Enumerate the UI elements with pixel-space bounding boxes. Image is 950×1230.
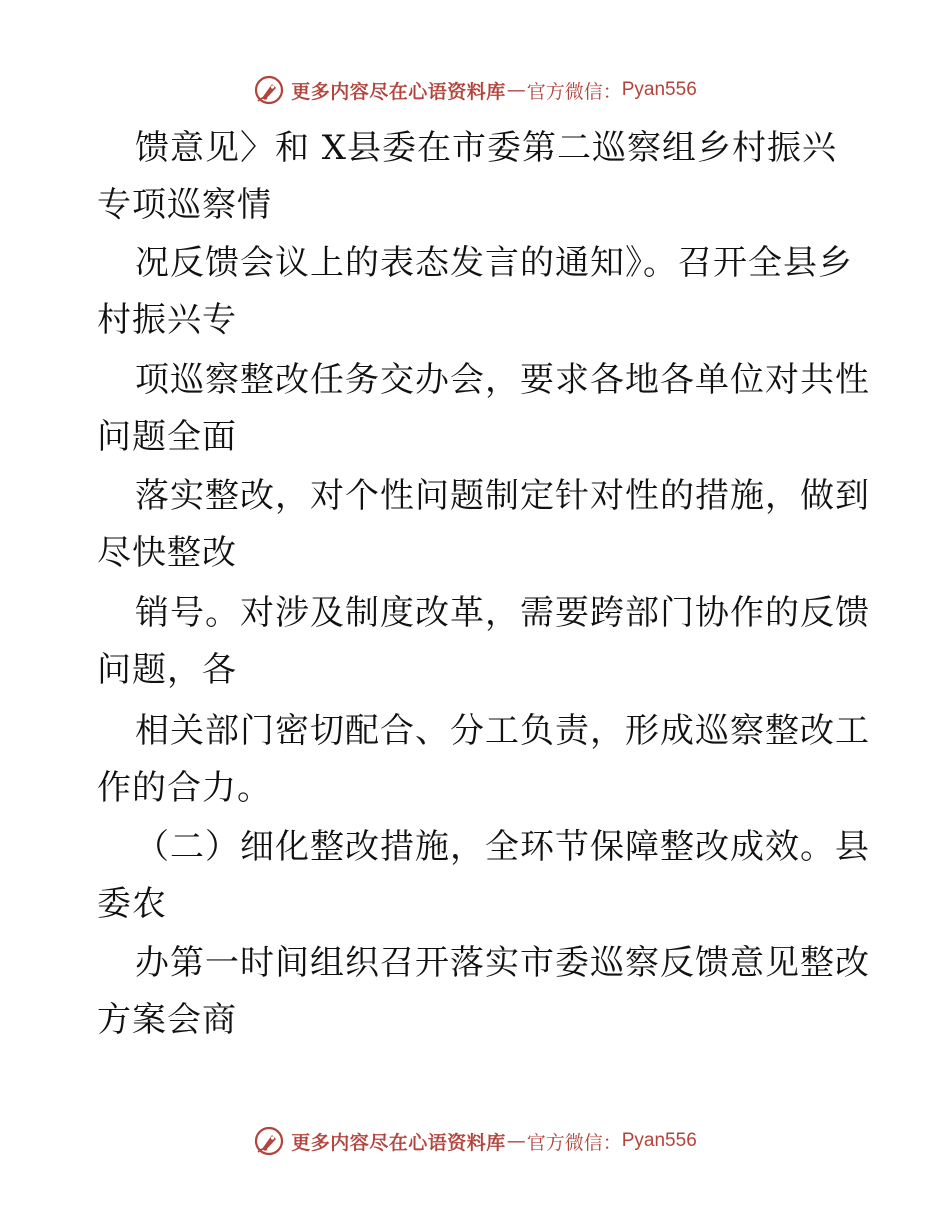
text-line: 销号。对涉及制度改革，需要跨部门协作的反馈 [135,593,870,633]
text-line: 办第一时间组织召开落实市委巡察反馈意见整改 [135,943,870,983]
banner-wechat-label: 官方微信： [526,80,622,103]
text-line: 村振兴专 [97,300,237,340]
text-line: 作的合力。 [97,768,272,808]
header-banner [0,70,950,110]
text-line: 馈意见〉和 X县委在市委第二巡察组乡村振兴 [135,128,838,168]
text-line: 况反馈会议上的表态发言的通知》。召开全县乡 [135,243,853,283]
text-line: 问题全面 [97,417,237,457]
text-line: 方案会商 [97,1000,237,1040]
banner-separator: — [506,79,526,101]
pen-nib-logo-icon [253,74,285,106]
banner-separator: — [506,1130,526,1152]
text-line: 委农 [97,884,167,924]
banner-wechat-label: 官方微信： [526,1131,622,1154]
footer-banner [0,1121,950,1161]
text-line: 落实整改，对个性问题制定针对性的措施，做到 [135,476,870,516]
banner-title: 更多内容尽在心语资料库 [291,80,506,103]
banner-wechat-id: Pyan556 [621,1130,697,1151]
banner-title: 更多内容尽在心语资料库 [291,1131,506,1154]
text-line: 尽快整改 [97,533,237,573]
text-line: 相关部门密切配合、分工负责，形成巡察整改工 [135,711,870,751]
text-line: 项巡察整改任务交办会，要求各地各单位对共性 [135,360,870,400]
text-line: （二）细化整改措施，全环节保障整改成效。县 [135,827,870,867]
text-line: 问题，各 [97,650,237,690]
banner-wechat-id: Pyan556 [621,79,697,100]
pen-nib-logo-icon [253,1125,285,1157]
text-line: 专项巡察情 [97,185,272,225]
